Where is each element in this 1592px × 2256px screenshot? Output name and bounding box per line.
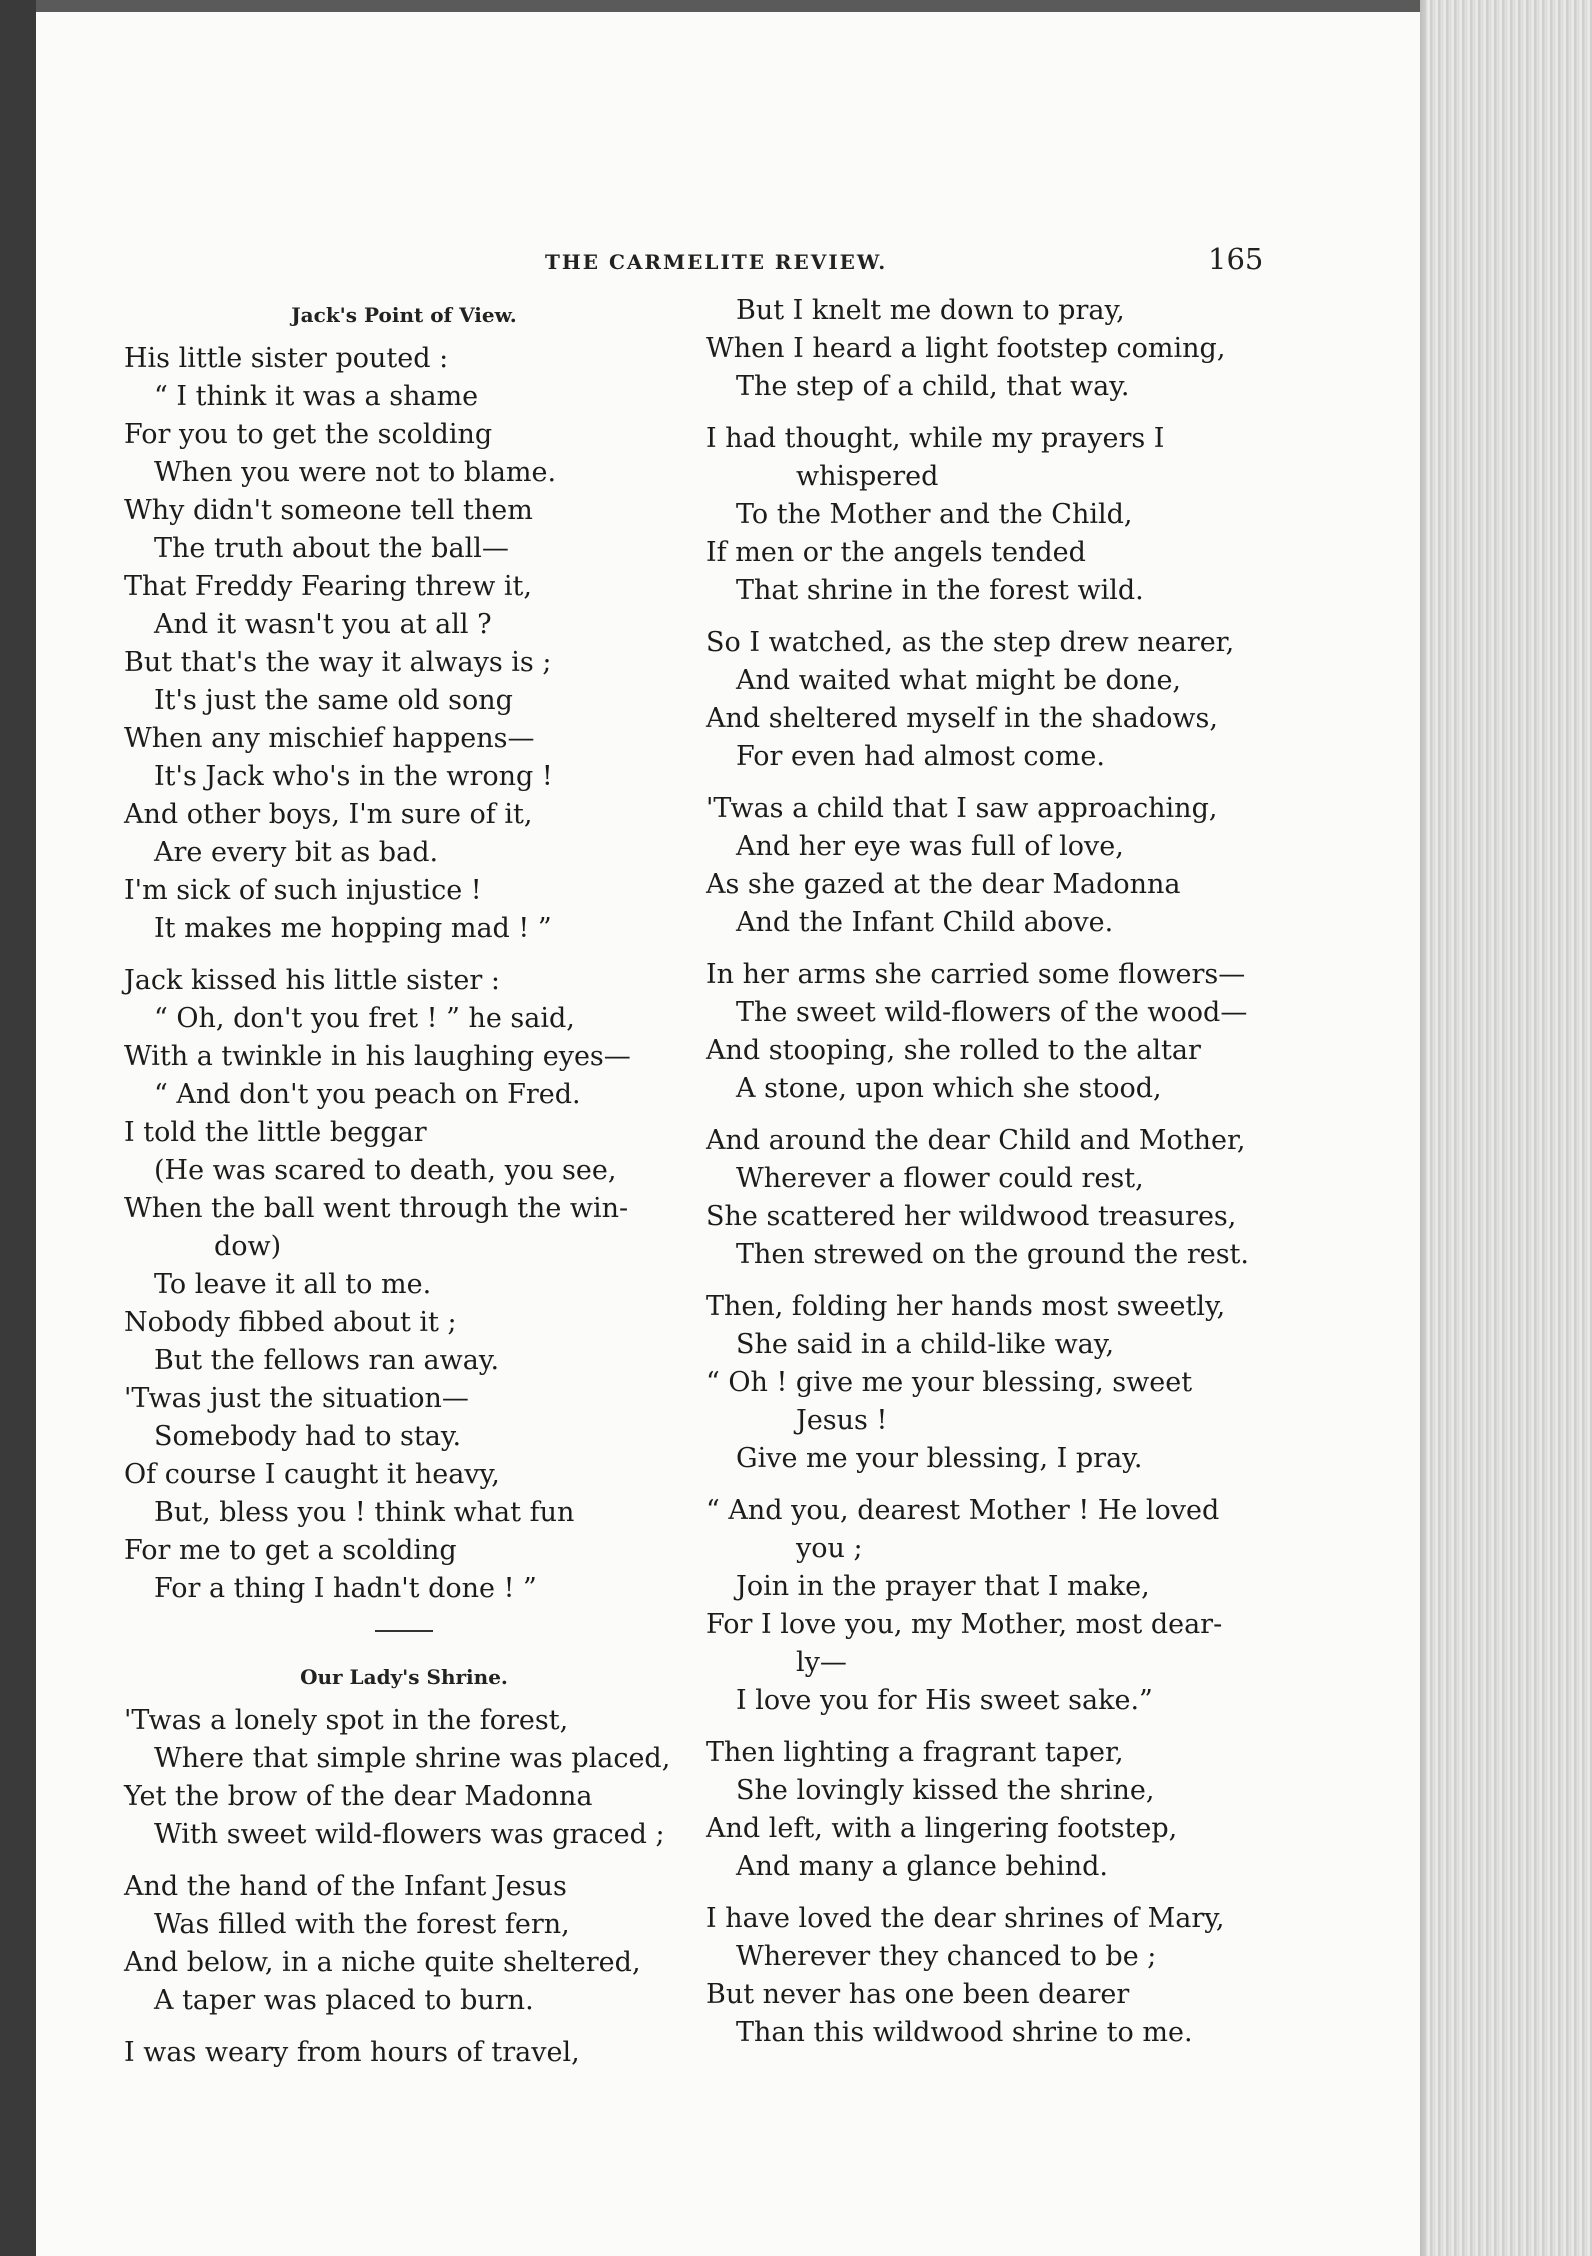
verse-line: But I knelt me down to pray, (736, 295, 1125, 326)
verse-line: When you were not to blame. (154, 457, 557, 488)
verse-line: Was filled with the forest fern, (154, 1909, 570, 1940)
verse-line: And her eye was full of love, (736, 831, 1124, 862)
verse-line: She said in a child-like way, (736, 1329, 1115, 1360)
verse-line: A taper was placed to burn. (154, 1985, 534, 2016)
verse-line: Then strewed on the ground the rest. (736, 1239, 1249, 1270)
stanza (706, 790, 1286, 942)
verse-line: Then lighting a fragrant taper, (706, 1737, 1124, 1768)
verse-line: And stooping, she rolled to the altar (706, 1035, 1201, 1066)
verse-line: But the fellows ran away. (154, 1345, 500, 1376)
verse-line: To leave it all to me. (154, 1269, 432, 1300)
verse-line: (He was scared to death, you see, (154, 1155, 617, 1186)
section-divider (375, 1630, 433, 1632)
verse-line: In her arms she carried some flowers— (706, 959, 1246, 990)
verse-line: Why didn't someone tell them (124, 495, 533, 526)
verse-line: you ; (796, 1533, 863, 1564)
verse-line: But, bless you ! think what fun (154, 1497, 575, 1528)
verse-line: Give me your blessing, I pray. (736, 1443, 1143, 1474)
verse-line: 'Twas a child that I saw approaching, (706, 793, 1218, 824)
verse-line: And the hand of the Infant Jesus (124, 1871, 567, 1902)
left-column (124, 292, 684, 2086)
verse-line: For I love you, my Mother, most dear- (706, 1609, 1223, 1640)
verse-line: A stone, upon which she stood, (736, 1073, 1162, 1104)
verse-line: As she gazed at the dear Madonna (706, 869, 1181, 900)
verse-line: For even had almost come. (736, 741, 1105, 772)
verse-line: When I heard a light footstep coming, (706, 333, 1226, 364)
running-title: THE CARMELITE REVIEW. (545, 250, 888, 274)
verse-line: With a twinkle in his laughing eyes— (124, 1041, 631, 1072)
verse-line: I was weary from hours of travel, (124, 2037, 580, 2068)
verse-line: And around the dear Child and Mother, (706, 1125, 1246, 1156)
verse-line: For me to get a scolding (124, 1535, 457, 1566)
poem-our-ladys-shrine (124, 1702, 684, 2072)
verse-line: dow) (214, 1231, 282, 1262)
verse-line: And the Infant Child above. (736, 907, 1114, 938)
verse-line: She lovingly kissed the shrine, (736, 1775, 1155, 1806)
page-number: 165 (1208, 242, 1264, 276)
stanza (124, 962, 684, 1608)
verse-line: ly— (796, 1647, 847, 1678)
scan-border-left (0, 0, 36, 2256)
stanza (124, 1702, 684, 1854)
verse-line: 'Twas just the situation— (124, 1383, 469, 1414)
verse-line: His little sister pouted : (124, 343, 449, 374)
stanza (124, 2034, 684, 2072)
verse-line: That shrine in the forest wild. (736, 575, 1144, 606)
verse-line: If men or the angels tended (706, 537, 1086, 568)
right-column (706, 292, 1286, 2066)
verse-line: “ And you, dearest Mother ! He loved (706, 1495, 1220, 1526)
verse-line: Wherever a flower could rest, (736, 1163, 1144, 1194)
stanza (706, 292, 1286, 406)
verse-line: “ And don't you peach on Fred. (154, 1079, 581, 1110)
stanza (124, 340, 684, 948)
verse-line: I love you for His sweet sake.” (736, 1685, 1153, 1716)
verse-line: It's Jack who's in the wrong ! (154, 761, 553, 792)
verse-line: 'Twas a lonely spot in the forest, (124, 1705, 569, 1736)
verse-line: I have loved the dear shrines of Mary, (706, 1903, 1225, 1934)
verse-line: Where that simple shrine was placed, (154, 1743, 671, 1774)
verse-line: When the ball went through the win- (124, 1193, 629, 1224)
verse-line: With sweet wild-flowers was graced ; (154, 1819, 665, 1850)
stanza (706, 1288, 1286, 1478)
verse-line: And many a glance behind. (736, 1851, 1108, 1882)
verse-line: Wherever they chanced to be ; (736, 1941, 1157, 1972)
stanza (124, 1868, 684, 2020)
verse-line: She scattered her wildwood treasures, (706, 1201, 1237, 1232)
verse-line: Join in the prayer that I make, (736, 1571, 1150, 1602)
verse-line: Then, folding her hands most sweetly, (706, 1291, 1226, 1322)
stanza (706, 1900, 1286, 2052)
verse-line: Yet the brow of the dear Madonna (124, 1781, 593, 1812)
stanza (706, 1734, 1286, 1886)
poem-our-ladys-shrine-continued (706, 292, 1286, 2052)
verse-line: I'm sick of such injustice ! (124, 875, 482, 906)
verse-line: “ I think it was a shame (154, 381, 479, 412)
verse-line: I told the little beggar (124, 1117, 427, 1148)
stanza (706, 956, 1286, 1108)
verse-line: It makes me hopping mad ! ” (154, 913, 552, 944)
verse-line: And waited what might be done, (736, 665, 1181, 696)
verse-line: To the Mother and the Child, (736, 499, 1133, 530)
verse-line: When any mischief happens— (124, 723, 535, 754)
poem-title: Jack's Point of View. (291, 303, 517, 327)
verse-line: And below, in a niche quite sheltered, (124, 1947, 641, 1978)
verse-line: And left, with a lingering footstep, (706, 1813, 1178, 1844)
verse-line: And sheltered myself in the shadows, (706, 703, 1218, 734)
verse-line: That Freddy Fearing threw it, (124, 571, 532, 602)
verse-line: “ Oh, don't you fret ! ” he said, (154, 1003, 575, 1034)
poem-title: Our Lady's Shrine. (300, 1665, 508, 1689)
stanza (706, 624, 1286, 776)
stanza (706, 1492, 1286, 1720)
verse-line: So I watched, as the step drew nearer, (706, 627, 1235, 658)
verse-line: Of course I caught it heavy, (124, 1459, 500, 1490)
verse-line: “ Oh ! give me your blessing, sweet (706, 1367, 1193, 1398)
verse-line: Than this wildwood shrine to me. (736, 2017, 1193, 2048)
verse-line: Jack kissed his little sister : (124, 965, 500, 996)
verse-line: Nobody fibbed about it ; (124, 1307, 457, 1338)
stanza (706, 420, 1286, 610)
stanza (706, 1122, 1286, 1274)
verse-line: But that's the way it always is ; (124, 647, 552, 678)
verse-line: Somebody had to stay. (154, 1421, 462, 1452)
verse-line: The step of a child, that way. (736, 371, 1130, 402)
verse-line: Jesus ! (796, 1405, 888, 1436)
poem-jacks-point-of-view (124, 340, 684, 1608)
verse-line: I had thought, while my prayers I (706, 423, 1165, 454)
verse-line: whispered (796, 461, 939, 492)
book-page-edges (1426, 0, 1592, 2256)
verse-line: The sweet wild-flowers of the wood— (736, 997, 1248, 1028)
verse-line: It's just the same old song (154, 685, 513, 716)
verse-line: The truth about the ball— (154, 533, 509, 564)
verse-line: Are every bit as bad. (154, 837, 439, 868)
scan-border-top (0, 0, 1592, 12)
verse-line: And other boys, I'm sure of it, (124, 799, 533, 830)
verse-line: For you to get the scolding (124, 419, 493, 450)
verse-line: For a thing I hadn't done ! ” (154, 1573, 537, 1604)
verse-line: But never has one been dearer (706, 1979, 1130, 2010)
verse-line: And it wasn't you at all ? (154, 609, 492, 640)
